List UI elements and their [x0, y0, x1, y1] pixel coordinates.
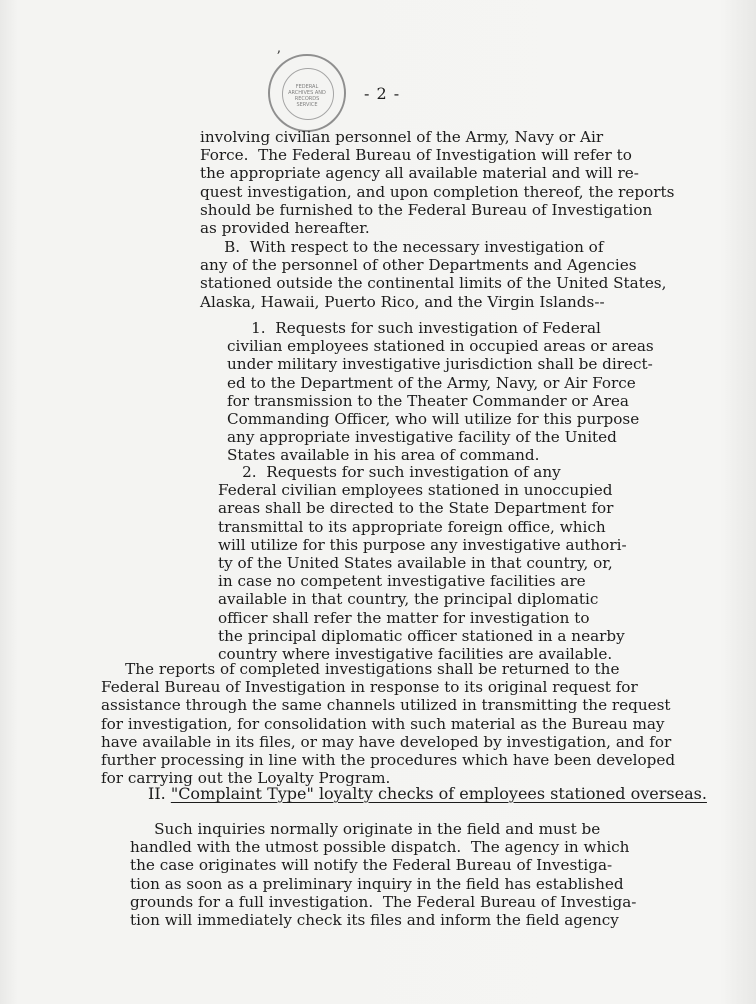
text-line: the appropriate agency all available material and will re-	[200, 164, 639, 183]
stamp-text	[270, 84, 344, 108]
section-ii-heading	[148, 784, 707, 803]
text-line: in case no competent investigative facilities are	[218, 572, 586, 591]
stamp-line: ARCHIVES AND	[288, 90, 326, 96]
text-line: States available in his area of command.	[227, 446, 540, 465]
section-ii-number: II.	[148, 784, 166, 803]
text-line: tion will immediately check its files and inform the field agency	[130, 911, 619, 930]
text-line: will utilize for this purpose any investigative authori-	[218, 535, 627, 554]
stamp-line: RECORDS	[294, 96, 320, 102]
section-ii-title: "Complaint Type" loyalty checks of employees stationed overseas.	[170, 784, 707, 803]
text-line: stationed outside the continental limits of the United States,	[200, 274, 667, 293]
text-line: for investigation, for consolidation with such material as the Bureau may	[101, 714, 665, 733]
text-line: as provided hereafter.	[200, 219, 370, 238]
text-line: Federal Bureau of Investigation in response to its original request for	[101, 678, 638, 697]
text-line: any of the personnel of other Departments and Agencies	[200, 256, 637, 275]
text-line: involving civilian personnel of the Army, Navy or Air	[200, 128, 604, 146]
text-line: 1. Requests for such investigation of Federal	[227, 319, 601, 337]
text-line: for carrying out the Loyalty Program.	[101, 769, 391, 788]
archive-stamp	[268, 54, 346, 132]
text-line: ed to the Department of the Army, Navy, or Air Force	[227, 373, 636, 392]
stamp-line: FEDERAL	[295, 84, 319, 90]
text-line: any appropriate investigative facility of the United	[227, 428, 617, 447]
item-1-paragraph	[227, 319, 654, 465]
text-line: officer shall refer the matter for investigation to	[218, 608, 590, 627]
text-line: should be furnished to the Federal Bureau of Investigation	[200, 200, 653, 219]
text-line: Commanding Officer, who will utilize for this purpose	[227, 410, 640, 429]
text-line: further processing in line with the procedures which have been developed	[101, 751, 676, 770]
text-line: Federal civilian employees stationed in unoccupied	[218, 481, 613, 500]
text-line: B. With respect to the necessary investigation of	[200, 238, 604, 256]
text-line: tion as soon as a preliminary inquiry in the field has established	[130, 874, 624, 893]
text-line: areas shall be directed to the State Department for	[218, 499, 614, 518]
text-line: quest investigation, and upon completion thereof, the reports	[200, 182, 675, 201]
ink-mark: ʼ	[276, 49, 281, 65]
complaint-paragraph	[130, 820, 636, 929]
text-line: Force. The Federal Bureau of Investigation will refer to	[200, 146, 632, 165]
text-line: have available in its files, or may have developed by investigation, and for	[101, 732, 672, 751]
text-line: the principal diplomatic officer stationed in a nearby	[218, 626, 625, 645]
text-line: assistance through the same channels utilized in transmitting the request	[101, 696, 671, 715]
text-line: country where investigative facilities are available.	[218, 645, 613, 664]
text-line: handled with the utmost possible dispatch. The agency in which	[130, 838, 630, 857]
item-2-paragraph	[218, 463, 627, 663]
intro-paragraph	[200, 128, 674, 237]
text-line: under military investigative jurisdiction shall be direct-	[227, 355, 653, 374]
text-line: for transmission to the Theater Commander or Area	[227, 391, 629, 410]
text-line: the case originates will notify the Federal Bureau of Investiga-	[130, 856, 613, 875]
text-line: ty of the United States available in that country, or,	[218, 554, 613, 573]
text-line: available in that country, the principal diplomatic	[218, 590, 599, 609]
text-line: 2. Requests for such investigation of any	[218, 463, 561, 481]
text-line: transmittal to its appropriate foreign office, which	[218, 517, 606, 536]
text-line: civilian employees stationed in occupied areas or areas	[227, 337, 654, 356]
section-b-paragraph	[200, 238, 666, 311]
text-line: The reports of completed investigations shall be returned to the	[101, 660, 620, 678]
stamp-line: SERVICE	[296, 102, 318, 108]
reports-paragraph	[101, 660, 675, 787]
page-number: - 2 -	[364, 84, 401, 103]
text-line: grounds for a full investigation. The Federal Bureau of Investiga-	[130, 892, 637, 911]
text-line: Alaska, Hawaii, Puerto Rico, and the Virgin Islands--	[200, 292, 605, 311]
text-line: Such inquiries normally originate in the field and must be	[130, 820, 601, 838]
